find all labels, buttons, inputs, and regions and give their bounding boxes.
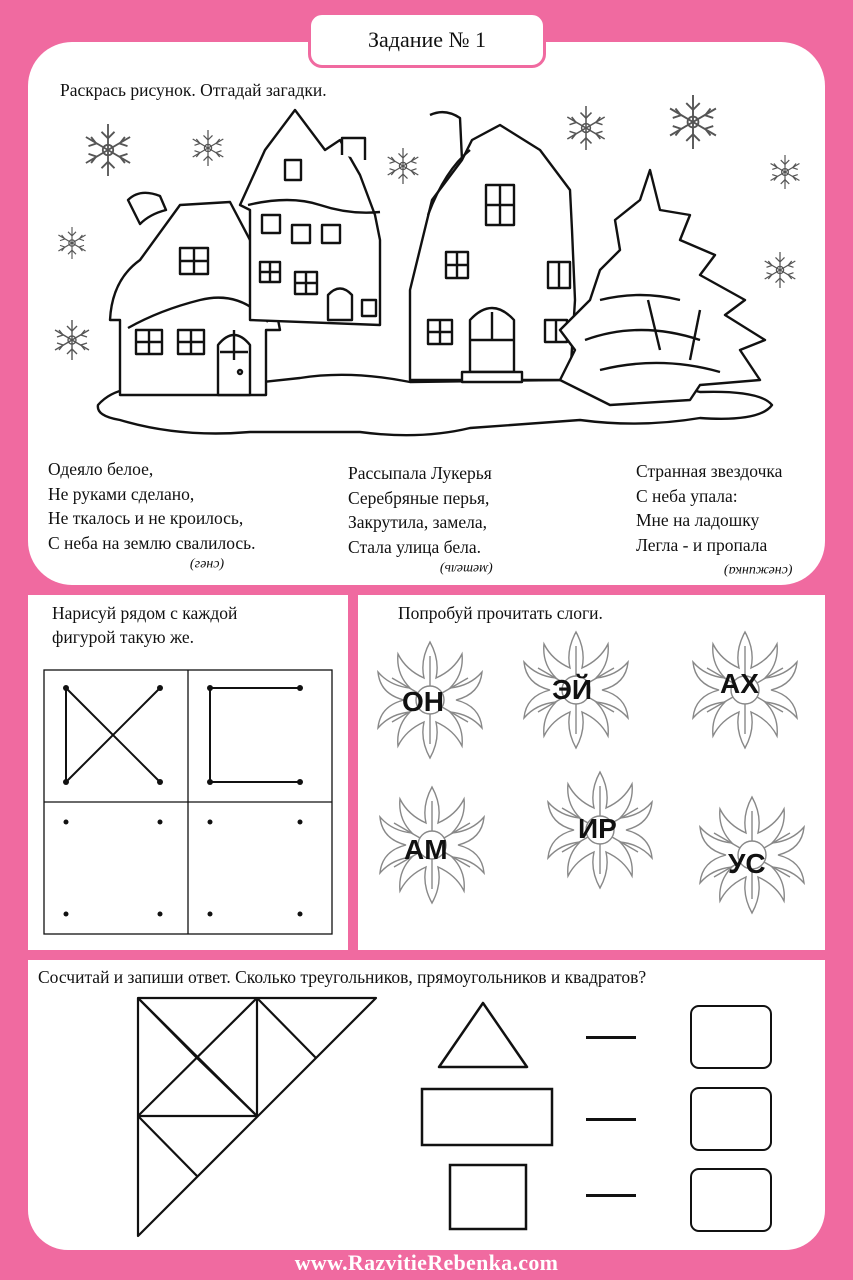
syllable-akh: АХ	[720, 668, 759, 699]
answer-box-rectangles[interactable]	[690, 1087, 772, 1151]
answer-box-triangles[interactable]	[690, 1005, 772, 1069]
page-title: Задание № 1	[308, 12, 546, 68]
copy-instruction-line1: Нарисуй рядом с каждой	[52, 603, 238, 623]
composite-triangle-figure	[130, 992, 380, 1242]
riddle-line: Одеяло белое,	[48, 459, 154, 479]
riddle-3-answer: (снежинка)	[724, 563, 793, 578]
riddle-line: С неба упала:	[636, 485, 738, 506]
answer-box-squares[interactable]	[690, 1168, 772, 1232]
coloring-instruction: Раскрась рисунок. Отгадай загадки.	[60, 80, 327, 100]
answer-dash	[586, 1118, 636, 1121]
syllable-on: ОН	[402, 686, 444, 717]
syllable-am: АМ	[404, 834, 448, 865]
riddle-line: Закрутила, замела,	[348, 512, 487, 532]
riddle-line: Странная звездочка	[636, 461, 783, 481]
riddle-line: Стала улица бела.	[348, 536, 482, 557]
riddle-line: Мне на ладошку	[636, 510, 760, 530]
count-instruction: Сосчитай и запиши ответ. Сколько треугольников, прямоугольников и квадратов?	[38, 967, 647, 987]
riddle-line: Рассыпала Лукерья	[348, 463, 492, 483]
riddle-2-answer: (метель)	[440, 561, 493, 576]
footer-url: www.RazvitieRebenka.com	[294, 1250, 559, 1275]
square-icon	[448, 1163, 528, 1231]
answer-dash	[586, 1194, 636, 1197]
riddle-line: Не ткалось и не кроилось,	[48, 508, 244, 528]
riddle-1-answer: (снег)	[190, 557, 225, 572]
riddle-line: С неба на землю свалилось.	[48, 532, 256, 553]
syllable-ir: ИР	[578, 813, 617, 844]
rectangle-icon	[420, 1087, 554, 1147]
syllables-instruction: Попробуй прочитать слоги.	[398, 603, 603, 623]
triangle-icon	[437, 1000, 529, 1070]
riddle-line: Серебряные перья,	[348, 487, 490, 508]
answer-dash	[586, 1036, 636, 1039]
riddle-line: Легла - и пропала	[636, 534, 768, 555]
syllable-us: УС	[728, 848, 766, 879]
syllable-ey: ЭЙ	[552, 674, 593, 705]
riddle-line: Не руками сделано,	[48, 483, 195, 504]
copy-instruction-line2: фигурой такую же.	[52, 627, 194, 647]
